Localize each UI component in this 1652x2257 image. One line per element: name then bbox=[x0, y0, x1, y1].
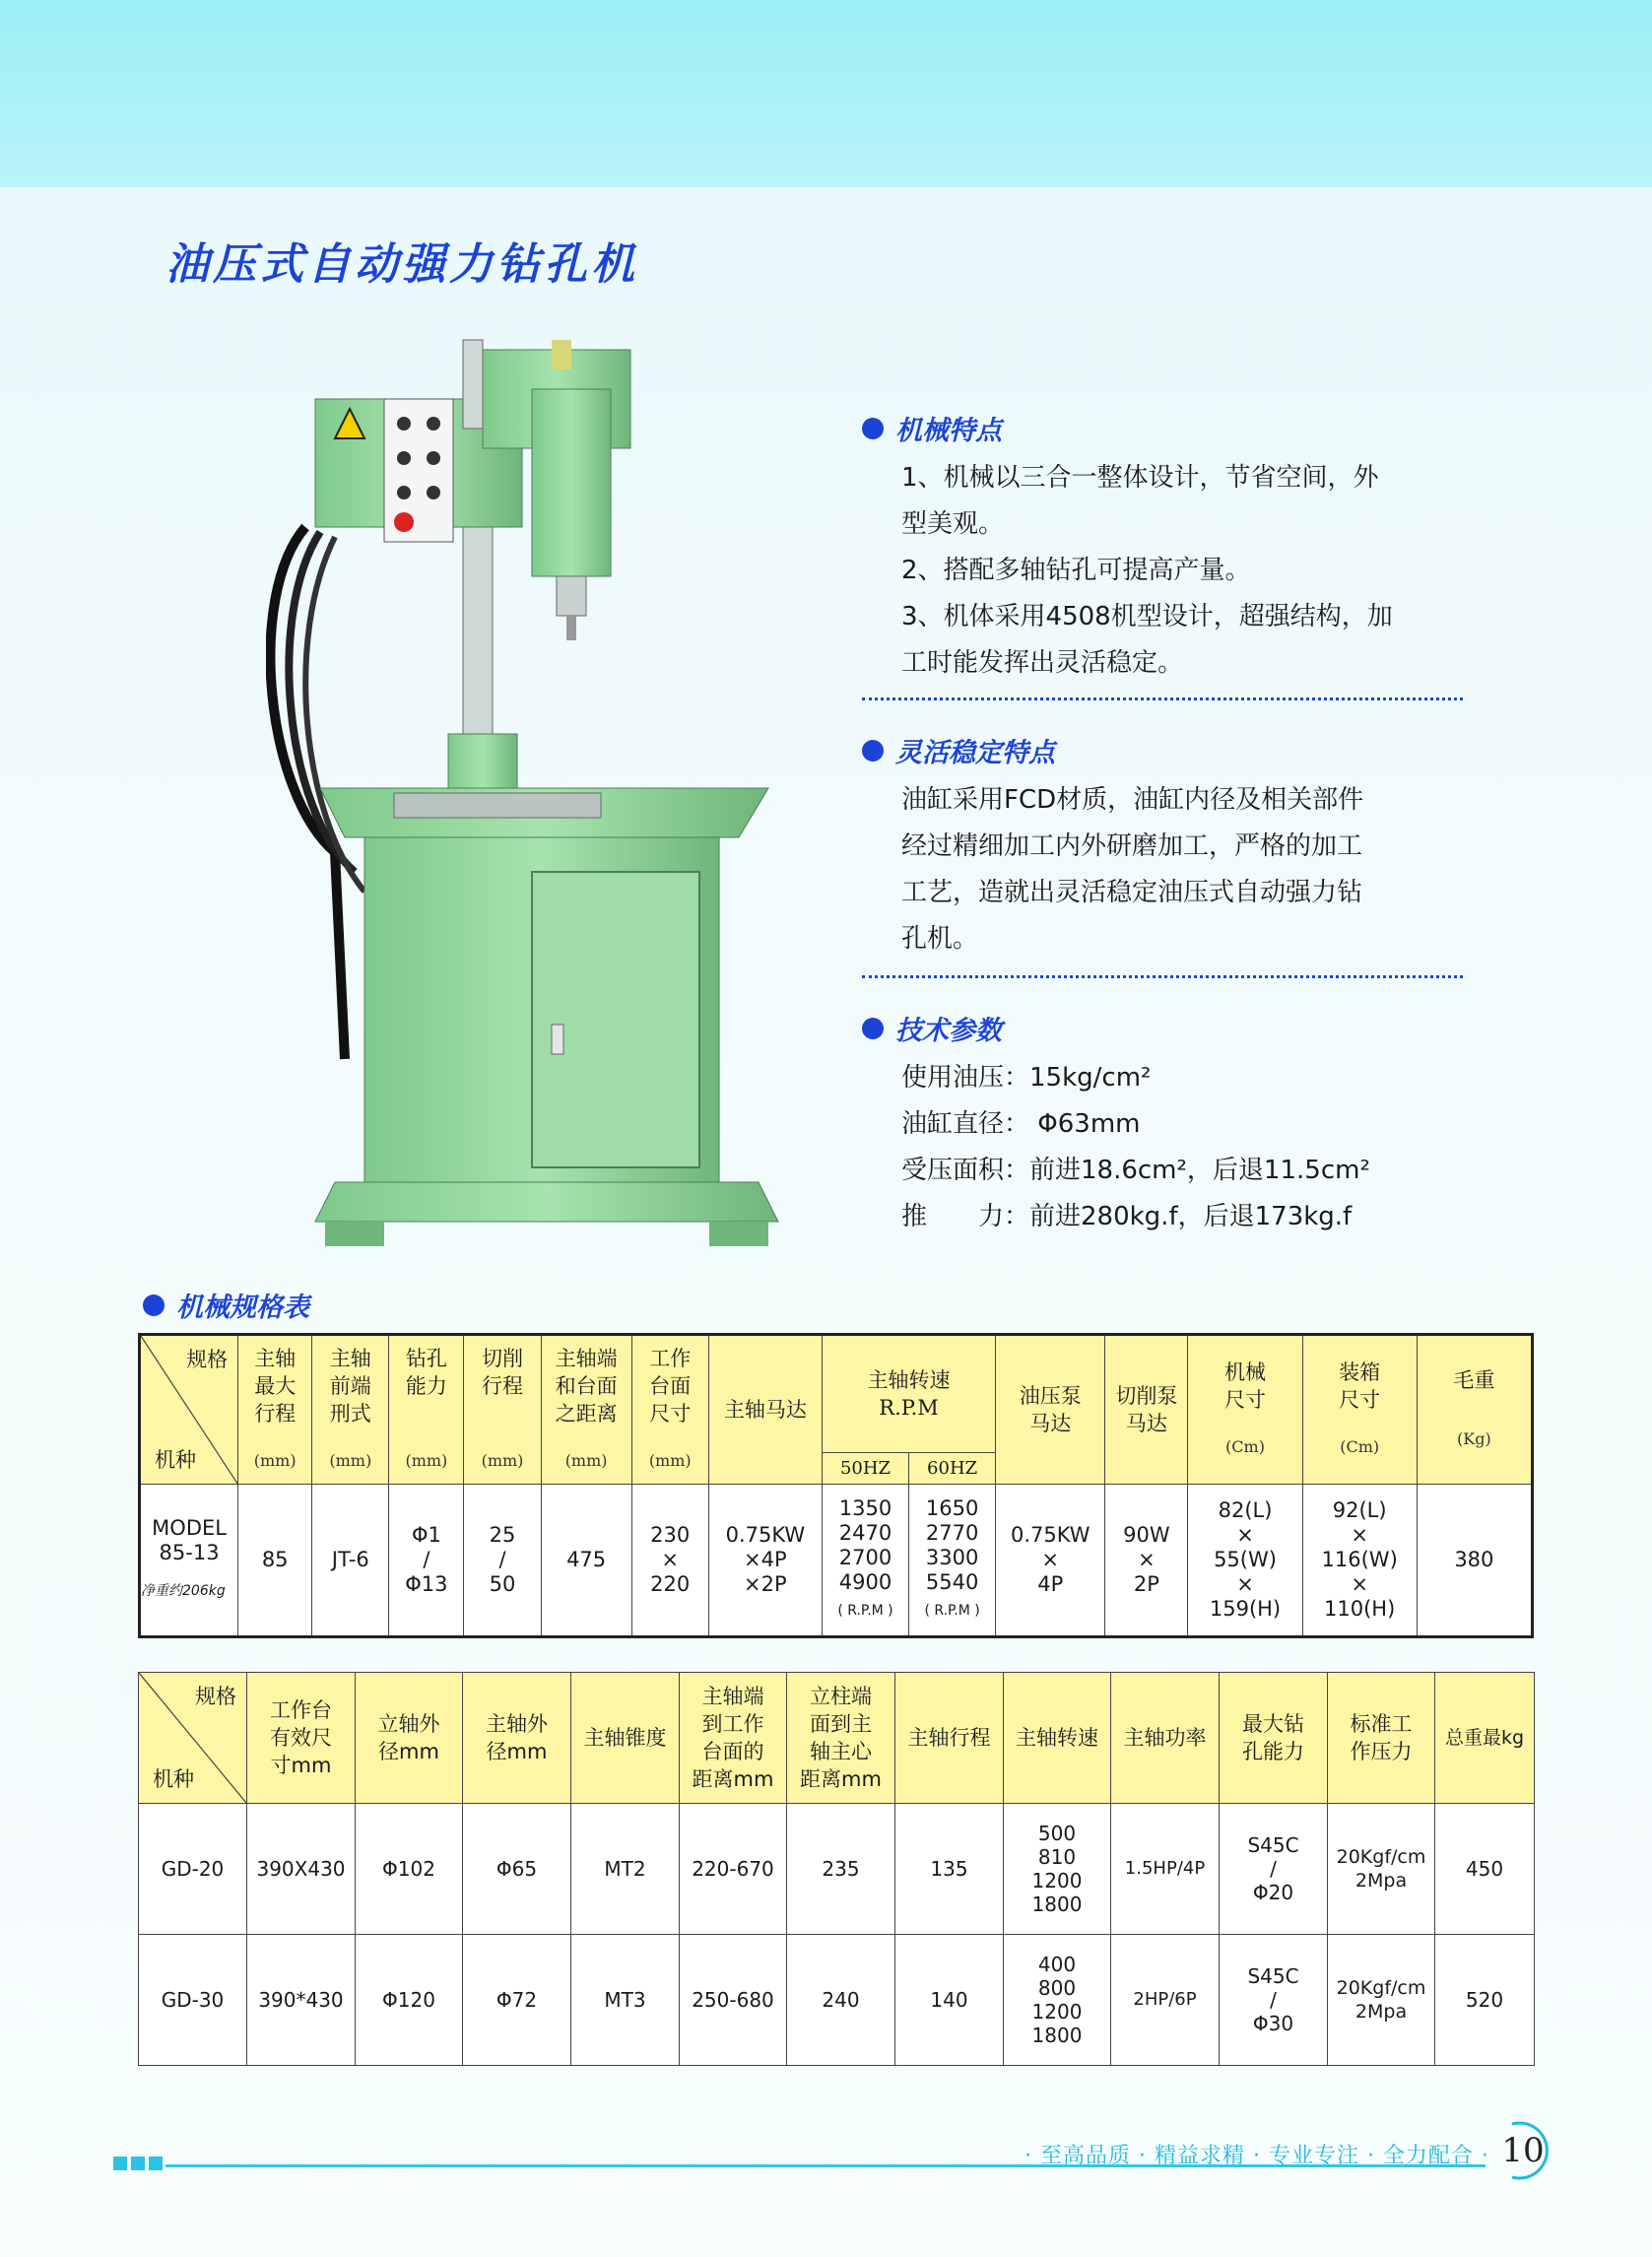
table-row bbox=[140, 1485, 1533, 1637]
header-cell: 毛重 (Kg) bbox=[1417, 1335, 1532, 1485]
header-cell: 机械 尺寸 (Cm) bbox=[1188, 1335, 1302, 1485]
header-cell: 切削 行程 (mm) bbox=[464, 1335, 541, 1485]
spec-table-heading-text: 机械规格表 bbox=[176, 1293, 309, 1323]
divider bbox=[862, 975, 1463, 978]
corner-top-label: 规格 bbox=[195, 1685, 236, 1708]
header-cell: 主轴功率 bbox=[1111, 1673, 1220, 1804]
table-cell: 90W × 2P bbox=[1105, 1485, 1188, 1637]
table-cell: Φ65 bbox=[463, 1804, 571, 1935]
corner-top-label: 规格 bbox=[186, 1348, 229, 1371]
table-row bbox=[139, 1935, 1535, 2066]
stability-line: 工艺，造就出灵活稳定油压式自动强力钻 bbox=[901, 878, 1363, 907]
header-cell: 主轴外 径mm bbox=[463, 1673, 571, 1804]
features-heading bbox=[862, 409, 1492, 447]
table-cell: 92(L) × 116(W) × 110(H) bbox=[1302, 1485, 1417, 1637]
stability-line: 经过精细加工内外研磨加工，严格的加工 bbox=[901, 831, 1363, 861]
table-cell: Φ72 bbox=[463, 1935, 571, 2066]
footer-square-icon bbox=[113, 2157, 127, 2170]
table-cell: Φ1 / Φ13 bbox=[389, 1485, 464, 1637]
table-cell: MT2 bbox=[571, 1804, 680, 1935]
table-cell: 82(L) × 55(W) × 159(H) bbox=[1188, 1485, 1302, 1637]
spec-table-heading bbox=[143, 1286, 309, 1324]
feature-line: 2、搭配多轴钻孔可提高产量。 bbox=[901, 556, 1251, 585]
tech-section bbox=[862, 1009, 1492, 1240]
header-cell: 切削泵 马达 bbox=[1105, 1335, 1188, 1485]
table-cell: S45C / Φ30 bbox=[1220, 1935, 1328, 2066]
divider bbox=[862, 697, 1463, 700]
table-cell: 2HP/6P bbox=[1111, 1935, 1220, 2066]
tech-heading-text: 技术参数 bbox=[895, 1016, 1002, 1046]
table-cell: 400 800 1200 1800 bbox=[1004, 1935, 1111, 2066]
header-cell: 主轴端 到工作 台面的 距离mm bbox=[680, 1673, 787, 1804]
stability-heading bbox=[862, 731, 1492, 769]
corner-bottom-label: 机种 bbox=[153, 1767, 194, 1791]
tech-line: 油缸直径： Φ63mm bbox=[901, 1109, 1141, 1139]
features-heading-text: 机械特点 bbox=[895, 416, 1002, 446]
page-title: 油压式自动强力钻孔机 bbox=[165, 239, 638, 290]
bullet-icon bbox=[862, 418, 884, 439]
header-cell: 最大钻 孔能力 bbox=[1220, 1673, 1328, 1804]
header-cell: 标准工 作压力 bbox=[1328, 1673, 1435, 1804]
drilling-machine-image bbox=[266, 300, 798, 1271]
feature-line: 1、机械以三合一整体设计，节省空间，外 bbox=[901, 463, 1379, 493]
footer-square-icon bbox=[131, 2157, 145, 2170]
stability-line: 油缸采用FCD材质，油缸内径及相关部件 bbox=[901, 785, 1364, 815]
header-cell: 总重最kg bbox=[1435, 1673, 1535, 1804]
stability-section bbox=[862, 731, 1492, 963]
header-cell: 工作 台面 尺寸 (mm) bbox=[631, 1335, 708, 1485]
corner-bottom-label: 机种 bbox=[155, 1448, 196, 1472]
features-section bbox=[862, 409, 1492, 687]
header-cell: 油压泵 马达 bbox=[996, 1335, 1105, 1485]
table-cell: MT3 bbox=[571, 1935, 680, 2066]
header-cell: 主轴转速 bbox=[1004, 1673, 1111, 1804]
header-cell: 主轴端 和台面 之距离 (mm) bbox=[541, 1335, 631, 1485]
table-cell: 20Kgf/cm 2Mpa bbox=[1328, 1935, 1435, 2066]
tech-heading bbox=[862, 1009, 1492, 1047]
table-cell: 140 bbox=[895, 1935, 1004, 2066]
table-cell: JT-6 bbox=[312, 1485, 389, 1637]
header-cell: 主轴 最大 行程 (mm) bbox=[238, 1335, 312, 1485]
table-cell: 1350 2470 2700 4900 ( R.P.M ) bbox=[822, 1485, 908, 1637]
table-cell: 250-680 bbox=[680, 1935, 787, 2066]
table-cell: Φ102 bbox=[356, 1804, 463, 1935]
table-cell: 25 / 50 bbox=[464, 1485, 541, 1637]
table-cell: 380 bbox=[1417, 1485, 1532, 1637]
table-cell: 0.75KW × 4P bbox=[996, 1485, 1105, 1637]
bullet-icon bbox=[862, 1018, 884, 1039]
tech-line: 受压面积：前进18.6cm²，后退11.5cm² bbox=[901, 1156, 1370, 1185]
corner-cell bbox=[139, 1673, 247, 1804]
header-cell: 立轴外 径mm bbox=[356, 1673, 463, 1804]
table-cell: 475 bbox=[541, 1485, 631, 1637]
header-cell: 立柱端 面到主 轴主心 距离mm bbox=[787, 1673, 895, 1804]
table-cell: S45C / Φ20 bbox=[1220, 1804, 1328, 1935]
table-cell: 220-670 bbox=[680, 1804, 787, 1935]
table-cell: 500 810 1200 1800 bbox=[1004, 1804, 1111, 1935]
header-cell: 装箱 尺寸 (Cm) bbox=[1302, 1335, 1417, 1485]
page-number-text: 10 bbox=[1501, 2131, 1545, 2170]
header-cell: 主轴马达 bbox=[708, 1335, 822, 1485]
footer-square-icon bbox=[149, 2157, 163, 2170]
stability-heading-text: 灵活稳定特点 bbox=[895, 738, 1055, 768]
table-cell: 390*430 bbox=[247, 1935, 356, 2066]
table-cell: 20Kgf/cm 2Mpa bbox=[1328, 1804, 1435, 1935]
table-cell: 390X430 bbox=[247, 1804, 356, 1935]
rpm-60hz-header: 60HZ bbox=[909, 1453, 996, 1485]
bullet-icon bbox=[143, 1294, 165, 1316]
spec-table bbox=[138, 1333, 1534, 1638]
corner-cell bbox=[140, 1335, 238, 1485]
table-cell: GD-30 bbox=[139, 1935, 247, 2066]
tech-line: 使用油压：15kg/cm² bbox=[901, 1063, 1152, 1093]
stability-line: 孔机。 bbox=[901, 924, 979, 954]
footer-slogan: · 至高品质 · 精益求精 · 专业专注 · 全力配合 · bbox=[1024, 2144, 1489, 2168]
top-banner bbox=[0, 0, 1652, 187]
page-number bbox=[1492, 2120, 1553, 2181]
table-cell: 230 × 220 bbox=[631, 1485, 708, 1637]
gd-spec-table bbox=[138, 1672, 1535, 2066]
tech-line: 推 力：前进280kg.f，后退173kg.f bbox=[901, 1202, 1353, 1231]
table-cell: Φ120 bbox=[356, 1935, 463, 2066]
table-cell: GD-20 bbox=[139, 1804, 247, 1935]
rpm-50hz-header: 50HZ bbox=[822, 1453, 908, 1485]
table-cell: 0.75KW ×4P ×2P bbox=[708, 1485, 822, 1637]
table-row bbox=[139, 1804, 1535, 1935]
table-cell: 240 bbox=[787, 1935, 895, 2066]
table-cell: 1.5HP/4P bbox=[1111, 1804, 1220, 1935]
table-cell: 85 bbox=[238, 1485, 312, 1637]
feature-line: 工时能发挥出灵活稳定。 bbox=[901, 648, 1184, 678]
feature-line: 3、机体采用4508机型设计，超强结构，加 bbox=[901, 602, 1393, 631]
header-cell: 主轴 前端 刑式 (mm) bbox=[312, 1335, 389, 1485]
header-cell: 工作台 有效尺 寸mm bbox=[247, 1673, 356, 1804]
table-cell: 1650 2770 3300 5540 ( R.P.M ) bbox=[909, 1485, 996, 1637]
header-cell-rpm: 主轴转速 R.P.M bbox=[822, 1335, 995, 1453]
model-cell: MODEL 85-13 净重约206kg bbox=[140, 1485, 238, 1637]
bullet-icon bbox=[862, 740, 884, 762]
table-cell: 450 bbox=[1435, 1804, 1535, 1935]
table-cell: 520 bbox=[1435, 1935, 1535, 2066]
header-cell: 主轴行程 bbox=[895, 1673, 1004, 1804]
table-cell: 235 bbox=[787, 1804, 895, 1935]
header-cell: 钻孔 能力 (mm) bbox=[389, 1335, 464, 1485]
table-cell: 135 bbox=[895, 1804, 1004, 1935]
header-cell: 主轴锥度 bbox=[571, 1673, 680, 1804]
feature-line: 型美观。 bbox=[901, 509, 1005, 539]
